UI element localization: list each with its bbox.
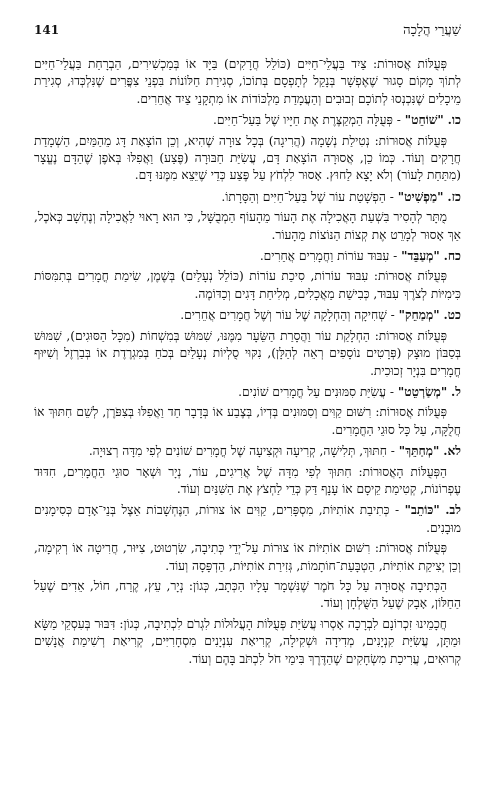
section-title: "מַפְשִׁיט" (397, 189, 444, 204)
section-title: "כּוֹתֵב" (404, 503, 440, 518)
section-number: לא. (443, 444, 461, 459)
section-title: "מְחַתֵּךְ" (398, 444, 440, 459)
paragraph: פְּעֻלּוֹת אֲסוּרוֹת: עִבּוּד עוֹרוֹת, סִיכַת עוֹרוֹת (כּוֹלֵל נְעָלַיִם) בְּשֶׁמֶן, שִׂימַת חֳמָרִים בְּתִמִּסּוֹת כִּימִיּוֹת לְצֹרֶךְ עִבּוּד, כְּבִישַׁת מַאֲכָלִים, מְלִיחַת דָּגִים וְכַדּוֹמֶה. (34, 269, 461, 301)
paragraph: פְּעֻלּוֹת אֲסוּרוֹת: נְטִילַת נְשָׁמָה (הֲרִיגָה) בְּכָל צוּרָה שֶׁהִיא, וְכֵן הוֹצָאַת דָּג מֵהַמַּיִם, הַשְׁמָדַת חֲרָקִים וְעוֹד. כְּמוֹ כֵן, אֲסוּרָה הוֹצָאַת דָּם, עֲשִׂיַּת חַבּוּרָה (פֶּצַע) וַאֲפִלּוּ בְּאֹפֶן שֶׁהַדָּם נֶעֱצָר (מִתַּחַת לָעוֹר) וְלֹא יָצָא לַחוּץ. אָסוּר לִלְחֹץ עַל פֶּצַע כְּדֵי שֶׁיֵּצֵא מִמֶּנּוּ דָּם. (34, 133, 461, 183)
section-description: - פְּעֻלָּה הַמְקַצֶּרֶת אֶת חַיָּיו שֶׁל בַּעַל־חַיִּים. (212, 113, 405, 128)
section-number: כט. (443, 308, 461, 323)
running-head: שַׁעֲרֵי הֲלָכָה (403, 23, 461, 38)
paragraph: מֻתָּר לְהָסִיר בִּשְׁעַת הָאֲכִילָה אֶת הָעוֹר מֵהָעוֹף הַמְבֻשָּׁל, כִּי הוּא רָאוּי לַאֲכִילָה וְנֶחְשָׁב כְּאֹכֶל, אַךְ אָסוּר לְמָרֵט אֶת קְצוֹת הַנּוֹצוֹת מֵהָעוֹר. (34, 210, 461, 242)
section-number: כו. (447, 113, 461, 128)
section-description: - עִבּוּד עוֹרוֹת וַחֲמָרִים אֲחֵרִים. (259, 249, 402, 264)
section-heading (34, 502, 461, 537)
section-heading (34, 443, 461, 460)
paragraph: פְּעֻלּוֹת אֲסוּרוֹת: רִשּׁוּם אוֹתִיּוֹת אוֹ צוּרוֹת עַל־יְדֵי כְּתִיבָה, שִׂרְטוּט, צִיּוּר, חֲרִיטָה אוֹ רְקִימָה, וְכֵן יְצִיקַת אוֹתִיּוֹת, הַטְבָּעַת־חוֹתָמוֹת, גְּזִירַת אוֹתִיּוֹת, הַדְפָּסָה וְעוֹד. (34, 541, 461, 573)
paragraph: פְּעֻלּוֹת אֲסוּרוֹת: רִשּׁוּם קַוִּים וְסִמּוּנִים בְּדְיוֹ, בְּצֶבַע אוֹ בְּדָבָר חַד וַאֲפִלּוּ בְּצִפֹּרֶן, לְשֵׁם חִתּוּךְ אוֹ חֲלֻקָּה, עַל כָּל סוּגֵי הַחֳמָרִים. (34, 405, 461, 437)
section-title: "מְעַבֵּד" (401, 249, 440, 264)
page-header (34, 22, 461, 48)
section-title: "שׁוֹחֵט" (404, 113, 444, 128)
section-heading (34, 189, 461, 206)
section-description: - כְּתִיבַת אוֹתִיּוֹת, מִסְפָּרִים, קַוִּים אוֹ צוּרוֹת, הַנֶּחְשָׁבוֹת אֵצֶל בְּנֵי־אָדָם כְּסִימָנִים מוּבָנִים. (34, 503, 461, 535)
section-heading (34, 307, 461, 324)
page-number: 141 (34, 23, 60, 37)
section-number: כח. (443, 249, 461, 264)
section-heading (34, 384, 461, 401)
section-number: לב. (445, 503, 462, 518)
section-description: - חִתּוּךְ, תְּלִישָׁה, קְרִיעָה וּקְצִיעָה שֶׁל חֳמָרִים שׁוֹנִים לְפִי מִדָּה רְצוּיָה. (88, 444, 399, 459)
paragraph: הַפְּעֻלּוֹת הָאֲסוּרוֹת: חִתּוּךְ לְפִי מִדָּה שֶׁל אֲרִיגִים, עוֹר, נְיָר וּשְׁאָר סוּגֵי הַחֳמָרִים, חִדּוּד עֶפְרוֹנוֹת, קְטִימַת קֵיסָם אוֹ עָנָף דַּק כְּדֵי לַחְצֹץ אֶת הַשִּׁנַּיִם וְעוֹד. (34, 464, 461, 496)
section-description: - הַפְשָׁטַת עוֹר שֶׁל בַּעַל־חַיִּים וְהַסָּרָתוֹ. (221, 189, 398, 204)
page-body (34, 56, 461, 668)
section-description: - עֲשִׂיַּת סִמּוּנִים עַל חֳמָרִים שׁוֹנִים. (238, 384, 398, 399)
section-heading (34, 248, 461, 265)
paragraph: חֲכָמֵינוּ זִכְרוֹנָם לִבְרָכָה אָסְרוּ עֲשִׂיַּת פְּעֻלּוֹת הָעֲלוּלוֹת לִגְרֹם לִכְתִיבָה, כְּגוֹן: דִּבּוּר בְּעִסְקֵי מַשָּׂא וּמַתָּן, עֲשִׂיַּת קִנְיָנִים, מְדִידָה וּשְׁקִילָה, קְרִיאַת עִנְיָנִים מִסְחָרִיִּים, קְרִיאַת רְשִׁימַת אֲנָשִׁים קְרוּאִים, עֲרִיכַת מִשְׂחָקִים שֶׁהַדֶּרֶךְ בִּימֵי חֹל לִכְתֹּב בָּהֶם וְעוֹד. (34, 616, 461, 666)
section-number: כז. (447, 189, 461, 204)
section-heading (34, 112, 461, 129)
section-title: "מְשַׂרְטֵט" (397, 384, 448, 399)
paragraph: פְּעֻלּוֹת אֲסוּרוֹת: צַיִד בַּעֲלֵי־חַיִּים (כּוֹלֵל חֲרָקִים) בַּיָּד אוֹ בְּמַכְשִׁירִים, הַבְרָחַת בַּעֲלֵי־חַיִּים לְתוֹךְ מָקוֹם סָגוּר שֶׁאֶפְשָׁר בְּנָקֵל לְתָפְסָם בְּתוֹכוֹ, סְגִירַת חַלּוֹנוֹת בִּפְנֵי צִפֳּרִים שֶׁנִּלְכְּדוּ, סְגִירַת מֵיכָלִים שֶׁנִּכְנְסוּ לְתוֹכָם זְבוּבִים וְהַעֲמָדַת מַלְכּוֹדוֹת אוֹ מִתְקָנֵי צַיִד אֲחֵרִים. (34, 57, 461, 106)
paragraph: הַכְּתִיבָה אֲסוּרָה עַל כָּל חֹמֶר שֶׁנִּשְׁמָר עָלָיו הַכְּתָב, כְּגוֹן: נְיָר, עֵץ, קֶרַח, חוֹל, אֵדִים שֶׁעַל הַחַלּוֹן, אָבָק שֶׁעַל הַשֻּׁלְחָן וְעוֹד. (34, 578, 461, 611)
section-title: "מְמַחֵק" (398, 308, 440, 323)
section-number: ל. (451, 384, 461, 399)
paragraph: פְּעֻלּוֹת אֲסוּרוֹת: הַחְלָקַת עוֹר וַהֲסָרַת הַשֵּׂעָר מִמֶּנּוּ, שִׁמּוּשׁ בְּמִשְׁחוֹת (מִכָּל הַסּוּגִים), שִׁמּוּשׁ בְּסַבּוֹן מוּצָק (פְּרָטִים נוֹסָפִים רְאֵה לְהַלָּן), נִקּוּי סֻלְיוֹת נְעָלַיִם בְּכֹחַ בְּמִגְרֶדֶת אוֹ בְּבַרְזֶל וְשִׁיּוּף חֳמָרִים בִּנְיָר זְכוּכִית. (34, 328, 461, 378)
section-description: - שְׁחִיקָה וְהַחְלָקָה שֶׁל עוֹר וְשֶׁל חֲמָרִים אֲחֵרִים. (180, 308, 399, 323)
